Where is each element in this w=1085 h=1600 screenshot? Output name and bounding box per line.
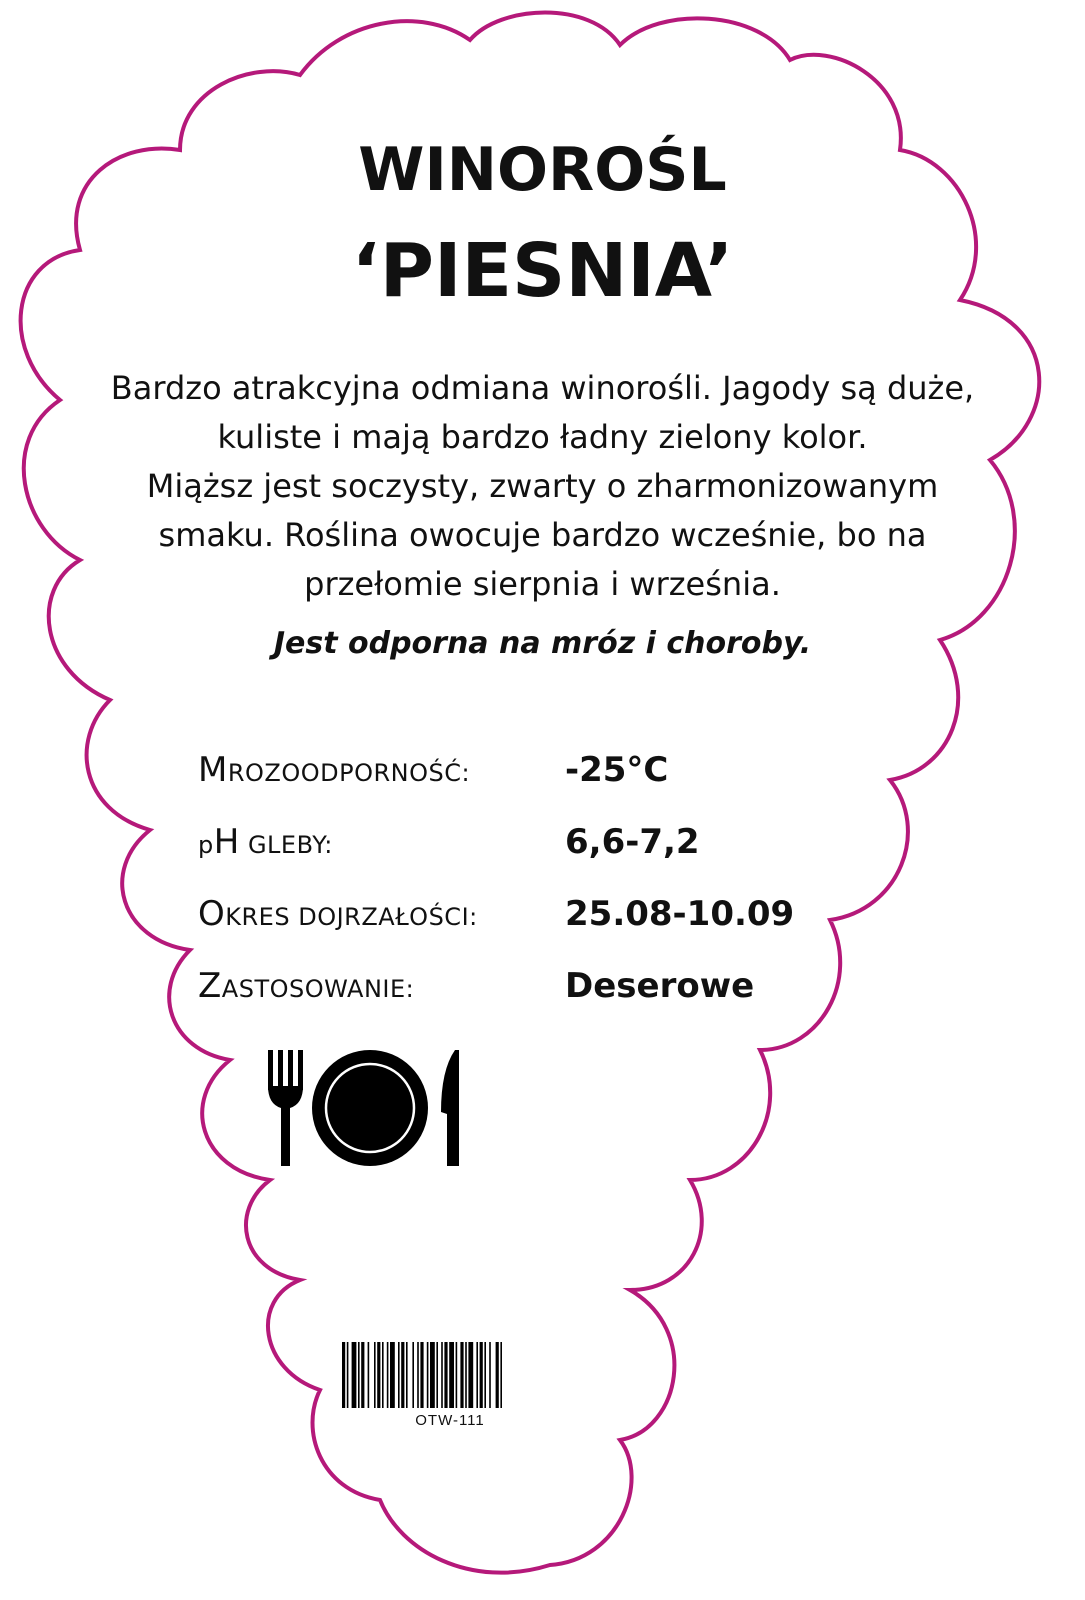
frost-resistance-label [198, 750, 470, 790]
barcode-bar [382, 1342, 384, 1408]
barcode-number: OTW-111 [415, 1412, 485, 1429]
barcode-bar [358, 1342, 360, 1408]
resistance-note: Jest odporna na mróz i choroby. [273, 626, 812, 661]
barcode-bar [476, 1342, 478, 1408]
barcode-bar [496, 1342, 499, 1408]
soil-ph-value: 6,6-7,2 [565, 822, 700, 862]
barcode-bar [420, 1342, 423, 1408]
usage-label [198, 966, 414, 1006]
label-rest: GLEBY: [239, 831, 333, 859]
knife-icon [441, 1050, 459, 1166]
label-rest: ROZOODPORNOŚĆ: [227, 759, 471, 787]
barcode-bar [500, 1342, 502, 1408]
barcode-bar [374, 1342, 376, 1408]
description-line: Bardzo atrakcyjna odmiana winorośli. Jagody są duże, [110, 369, 975, 407]
barcode-bar [347, 1342, 349, 1408]
soil-ph-label [198, 822, 333, 862]
barcode-bar [465, 1342, 467, 1408]
label-rest: KRES DOJRZAŁOŚCI: [225, 903, 478, 931]
barcode-bar [468, 1342, 473, 1408]
barcode [342, 1342, 558, 1408]
label-rest: ASTOSOWANIE: [221, 975, 415, 1003]
label-initial: O [198, 894, 226, 934]
description-line: kuliste i mają bardzo ładny zielony kolor. [217, 418, 868, 456]
barcode-bar [480, 1342, 483, 1408]
barcode-bar [430, 1342, 435, 1408]
barcode-bar [387, 1342, 389, 1408]
ripening-period-label [198, 894, 478, 934]
usage-value: Deserowe [565, 966, 755, 1006]
barcode-bar [390, 1342, 395, 1408]
ripening-period-value: 25.08-10.09 [565, 894, 795, 934]
barcode-bar [352, 1342, 357, 1408]
barcode-bar [417, 1342, 419, 1408]
barcode-bar [484, 1342, 486, 1408]
barcode-bar [377, 1342, 380, 1408]
barcode-bar [460, 1342, 463, 1408]
barcode-bar [444, 1342, 447, 1408]
barcode-bar [342, 1342, 345, 1408]
label-initial: pH [198, 822, 240, 862]
description [60, 364, 1025, 609]
frost-resistance-value: -25°C [565, 750, 669, 790]
title-line-2: ‘PIESNIA’ [351, 228, 734, 314]
label-initial: Z [198, 966, 222, 1006]
barcode-bar [361, 1342, 364, 1408]
fork-plate-knife-icon [265, 1050, 475, 1170]
description-line: Miąższ jest soczysty, zwarty o zharmonizowanym [146, 467, 939, 505]
barcode-bar [456, 1342, 458, 1408]
description-line: przełomie sierpnia i września. [304, 565, 781, 603]
fork-icon [268, 1050, 303, 1166]
barcode-bar [449, 1342, 454, 1408]
plate-icon [312, 1050, 428, 1166]
label-initial: M [198, 750, 228, 790]
description-line: smaku. Roślina owocuje bardzo wcześnie, bo na [158, 516, 927, 554]
barcode-bar [427, 1342, 429, 1408]
barcode-bar [412, 1342, 414, 1408]
barcode-bar [401, 1342, 404, 1408]
barcode-bar [398, 1342, 400, 1408]
barcode-bar [406, 1342, 408, 1408]
barcode-bar [441, 1342, 443, 1408]
barcode-bar [436, 1342, 438, 1408]
barcode-bar [489, 1342, 491, 1408]
title-line-1: WINOROŚL [358, 135, 727, 205]
barcode-bar [368, 1342, 370, 1408]
